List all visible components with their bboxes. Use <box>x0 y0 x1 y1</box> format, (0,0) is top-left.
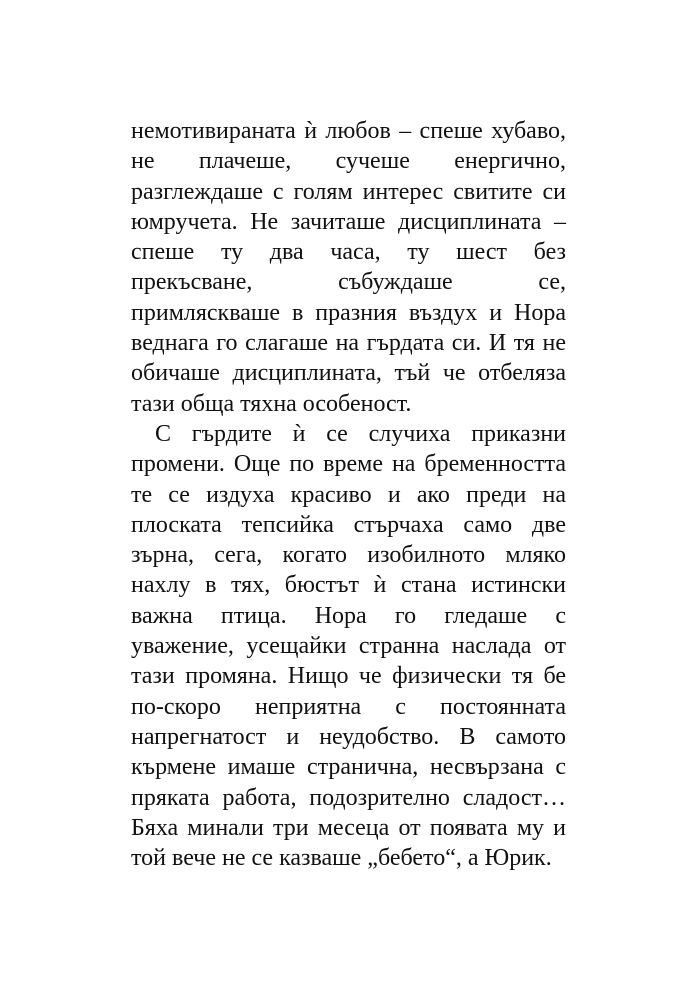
text-line: не плачеше, сучеше енергично, <box>131 148 566 175</box>
text-line: важна птица. Нора го гледаше с <box>131 602 566 629</box>
text-line: напрегнатост и неудобство. В самото <box>131 723 566 750</box>
body-text <box>131 116 566 873</box>
text-line: С гърдите ѝ се случиха приказни <box>155 420 566 447</box>
text-line: юмручета. Не зачиташе дисциплината – <box>131 208 566 235</box>
text-line: по-скоро неприятна с постоянната <box>131 693 566 720</box>
text-line: те се издуха красиво и ако преди на <box>131 481 566 508</box>
text-line: примляскваше в празния въздух и Нора <box>131 299 566 326</box>
text-line: промени. Още по време на бременността <box>131 451 566 478</box>
text-line: тази обща тяхна особеност. <box>131 390 412 417</box>
text-line: немотивираната ѝ любов – спеше хубаво, <box>131 118 566 144</box>
text-line: плоската тепсийка стърчаха само две <box>131 511 566 538</box>
text-line: тази промяна. Нищо че физически тя бе <box>131 663 566 690</box>
text-line: прекъсване, събуждаше се, <box>131 269 566 296</box>
text-line: спеше ту два часа, ту шест без <box>131 239 566 266</box>
text-line: той вече не се казваше „бебето“, а Юрик. <box>131 845 552 872</box>
text-line: уважение, усещайки странна наслада от <box>131 633 566 660</box>
text-line: зърна, сега, когато изобилното мляко <box>131 542 566 569</box>
text-line: обичаше дисциплината, тъй че отбеляза <box>131 360 566 387</box>
text-line: веднага го слагаше на гърдата си. И тя не <box>131 330 566 357</box>
text-line: Бяха минали три месеца от появата му и <box>131 814 566 841</box>
paragraph-2 <box>131 419 566 873</box>
text-line: нахлу в тях, бюстът ѝ стана истински <box>131 572 566 599</box>
paragraph-1 <box>131 116 566 419</box>
text-line: разглеждаше с голям интерес свитите си <box>131 178 566 205</box>
text-line: пряката работа, подозрително сладост… <box>131 784 566 811</box>
text-line: кърмене имаше странична, несвързана с <box>131 754 566 781</box>
